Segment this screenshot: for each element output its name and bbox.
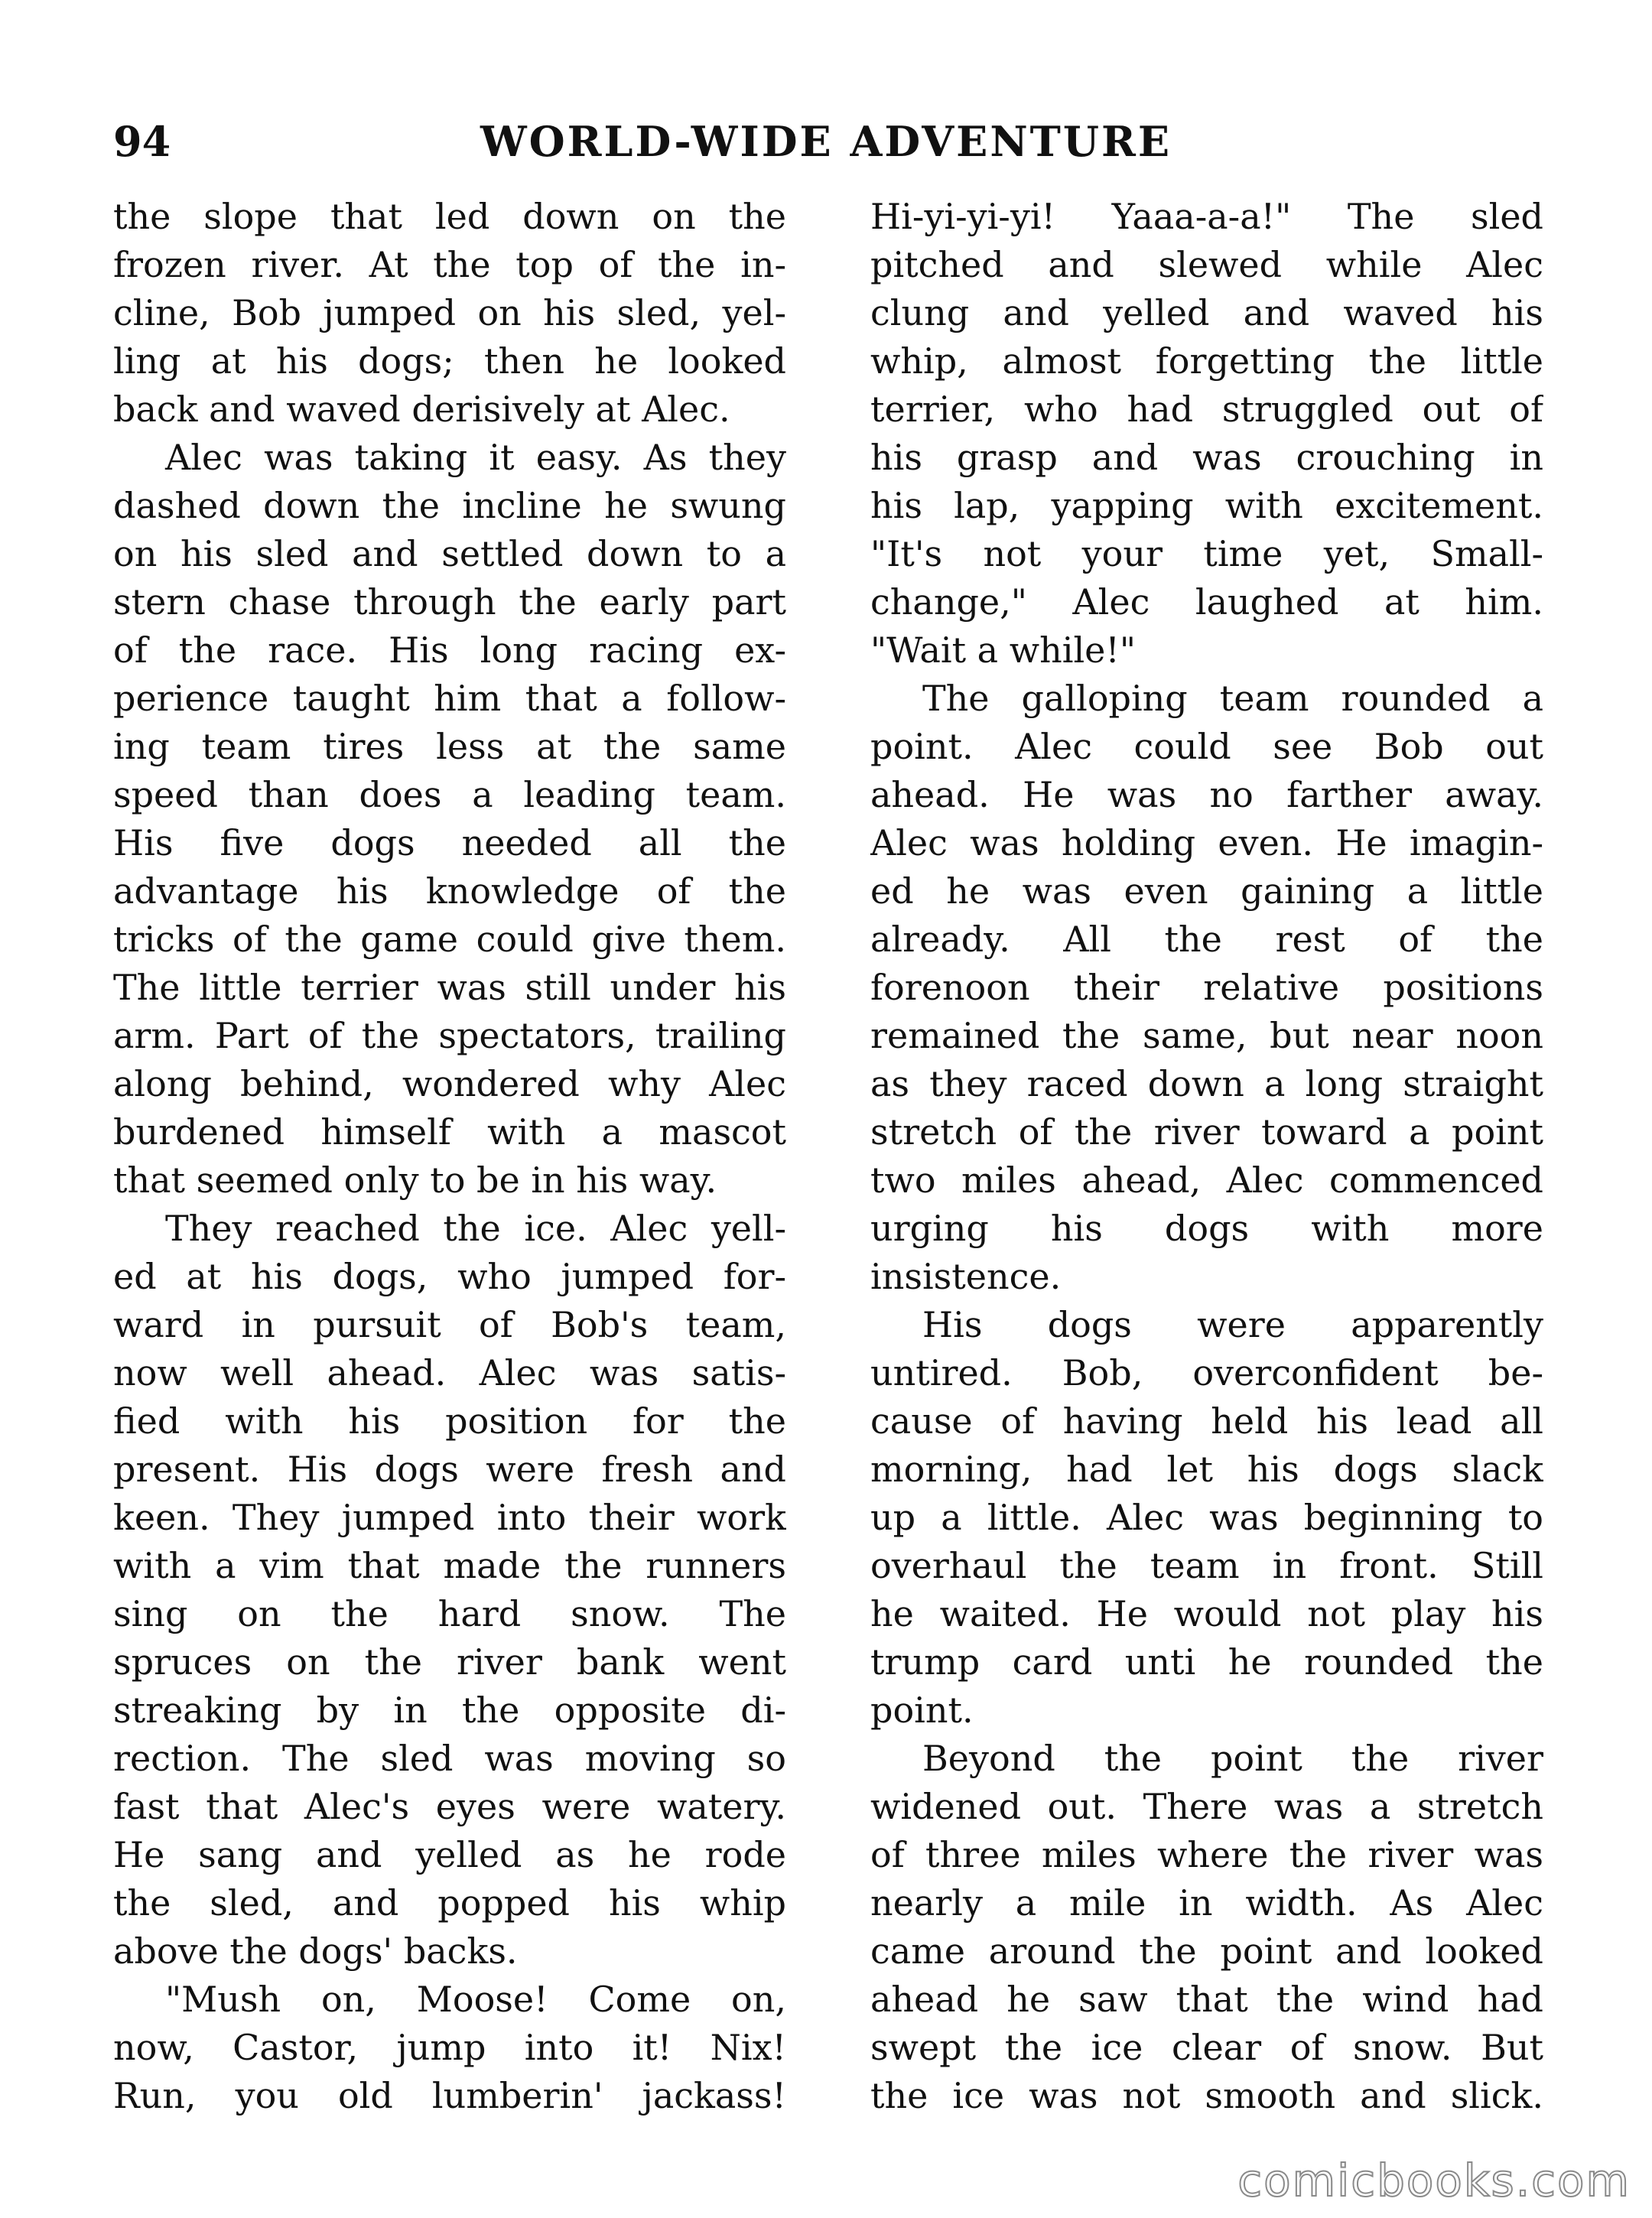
text-line: Beyond the point the river [922,1738,1543,1779]
text-line: pitched and slewed while Alec [870,244,1543,285]
text-line: nearly a mile in width. As Alec [870,1882,1543,1924]
text-line: along behind, wondered why Alec [113,1063,786,1104]
text-line: ling at his dogs; then he looked [113,340,786,382]
text-line: Hi-yi-yi-yi! Yaaa-a-a!" The sled [870,196,1543,237]
text-line: clung and yelled and waved his [870,292,1543,333]
text-column-left [113,193,786,2120]
text-line: the ice was not smooth and slick. [870,2075,1543,2116]
text-line: "It's not your time yet, Small- [870,533,1543,574]
text-line: widened out. There was a stretch [870,1786,1543,1827]
text-line: He sang and yelled as he rode [113,1834,786,1875]
text-line: cause of having held his lead all [870,1400,1543,1442]
text-line: two miles ahead, Alec commenced [870,1159,1543,1201]
text-line: he waited. He would not play his [870,1593,1543,1634]
text-line: ward in pursuit of Bob's team, [113,1304,786,1345]
text-line: cline, Bob jumped on his sled, yel- [113,292,786,333]
text-line: stretch of the river toward a point [870,1111,1543,1153]
text-line: untired. Bob, overconfident be- [870,1352,1543,1394]
text-line: rection. The sled was moving so [113,1738,786,1779]
text-line: keen. They jumped into their work [113,1497,786,1538]
text-line: frozen river. At the top of the in- [113,244,786,285]
text-line: point. Alec could see Bob out [870,726,1543,767]
text-line: above the dogs' backs. [113,1930,518,1972]
text-line: of the race. His long racing ex- [113,629,786,671]
text-line: his lap, yapping with excitement. [870,485,1543,526]
text-line: his grasp and was crouching in [870,437,1543,478]
text-line: Run, you old lumberin' jackass! [113,2075,786,2116]
text-line: perience taught him that a follow- [113,678,786,719]
text-line: the slope that led down on the [113,196,786,237]
text-line: They reached the ice. Alec yell- [165,1208,786,1249]
text-line: forenoon their relative positions [870,967,1543,1008]
text-column-right [870,193,1543,2120]
text-line: remained the same, but near noon [870,1015,1543,1056]
text-line: dashed down the incline he swung [113,485,786,526]
text-line: swept the ice clear of snow. But [870,2027,1543,2068]
text-line: that seemed only to be in his way. [113,1159,717,1201]
text-line: terrier, who had struggled out of [870,389,1543,430]
text-line: the sled, and popped his whip [113,1882,786,1924]
text-line: on his sled and settled down to a [113,533,786,574]
text-line: fied with his position for the [113,1400,786,1442]
text-line: arm. Part of the spectators, trailing [113,1015,786,1056]
page-number: 94 [113,117,171,166]
text-line: point. [870,1690,974,1731]
text-line: present. His dogs were fresh and [113,1449,786,1490]
watermark: comicbooks.com [1237,2155,1631,2207]
text-line: ahead he saw that the wind had [870,1979,1543,2020]
text-line: up a little. Alec was beginning to [870,1497,1543,1538]
text-line: The little terrier was still under his [113,967,786,1008]
text-line: tricks of the game could give them. [113,919,786,960]
text-line: spruces on the river bank went [113,1641,786,1683]
text-line: ing team tires less at the same [113,726,786,767]
text-line: change," Alec laughed at him. [870,581,1543,623]
text-line: ed he was even gaining a little [870,870,1543,912]
text-line: overhaul the team in front. Still [870,1545,1543,1586]
text-line: Alec was holding even. He imagin- [870,822,1543,863]
text-line: The galloping team rounded a [922,678,1543,719]
text-line: Alec was taking it easy. As they [165,437,786,478]
text-line: came around the point and looked [870,1930,1543,1972]
text-line: burdened himself with a mascot [113,1111,786,1153]
text-line: back and waved derisively at Alec. [113,389,730,430]
text-line: "Mush on, Moose! Come on, [165,1979,786,2020]
text-line: of three miles where the river was [870,1834,1543,1875]
text-line: ahead. He was no farther away. [870,774,1543,815]
text-line: already. All the rest of the [870,919,1543,960]
text-line: speed than does a leading team. [113,774,786,815]
text-line: "Wait a while!" [870,629,1137,671]
text-line: now, Castor, jump into it! Nix! [113,2027,786,2068]
text-line: stern chase through the early part [113,581,786,623]
text-line: with a vim that made the runners [113,1545,786,1586]
text-line: His dogs were apparently [922,1304,1543,1345]
text-line: His five dogs needed all the [113,822,786,863]
text-line: insistence. [870,1256,1062,1297]
text-line: streaking by in the opposite di- [113,1690,786,1731]
text-line: trump card unti he rounded the [870,1641,1543,1683]
text-line: morning, had let his dogs slack [870,1449,1543,1490]
text-line: advantage his knowledge of the [113,870,786,912]
text-line: ed at his dogs, who jumped for- [113,1256,786,1297]
text-line: sing on the hard snow. The [113,1593,786,1634]
text-line: whip, almost forgetting the little [870,340,1543,382]
text-line: fast that Alec's eyes were watery. [113,1786,786,1827]
running-head: WORLD-WIDE ADVENTURE [480,117,1172,166]
text-line: urging his dogs with more [870,1208,1543,1249]
text-line: now well ahead. Alec was satis- [113,1352,786,1394]
text-line: as they raced down a long straight [870,1063,1543,1104]
